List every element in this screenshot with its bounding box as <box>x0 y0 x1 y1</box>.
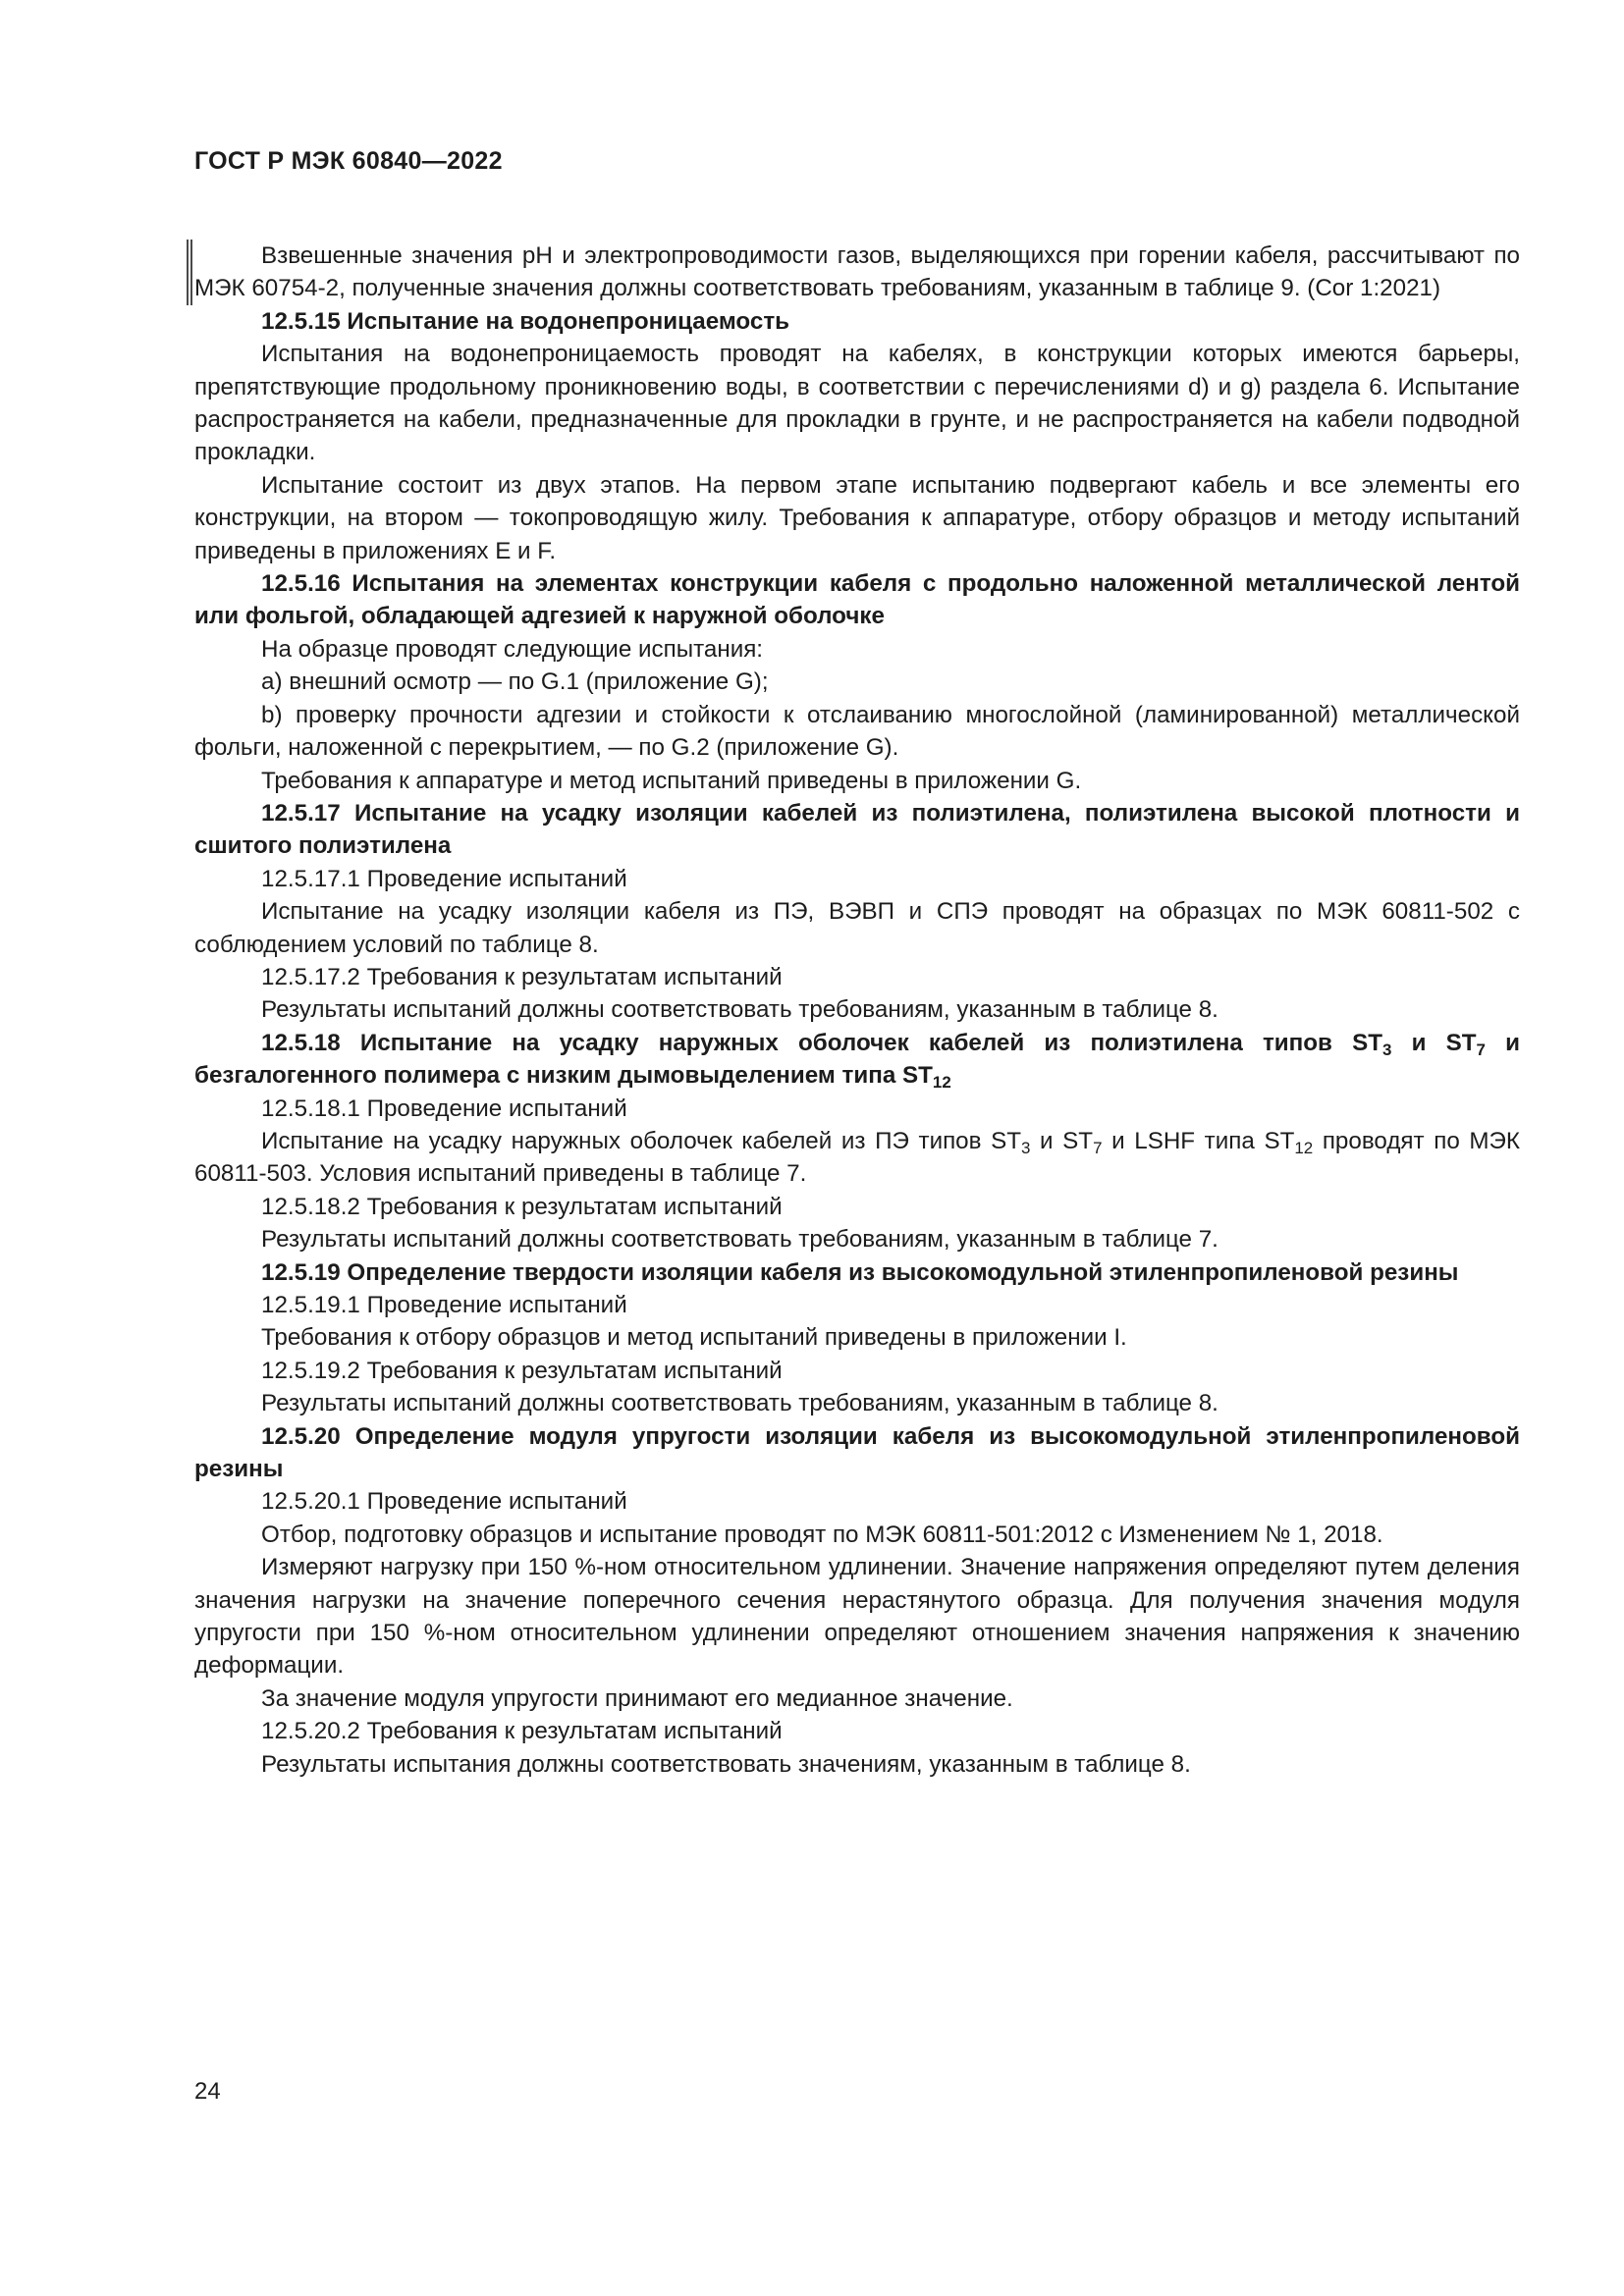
paragraph-text: и LSHF типа ST <box>1102 1127 1295 1154</box>
paragraph-text: Испытание на усадку наружных оболочек кабелей из ПЭ типов ST <box>261 1127 1021 1154</box>
paragraph: На образце проводят следующие испытания: <box>261 635 764 663</box>
page-number: 24 <box>194 2078 221 2105</box>
subscript: 3 <box>1382 1040 1392 1059</box>
section-heading-12-5-17: 12.5.17 Испытание на усадку изоляции кабелей из полиэтилена, полиэтилена высокой плотности и сшитого полиэтилена <box>194 799 1520 860</box>
list-item-b: b) проверку прочности адгезии и стойкости к отслаиванию многослойной (ламинированной) металлической фольги, наложенной с перекрытием, — по G.2 (приложение G). <box>194 701 1520 762</box>
change-bar <box>187 240 192 305</box>
paragraph: Взвешенные значения pH и электропроводимости газов, выделяющихся при горении кабеля, рассчитывают по МЭК 60754-2, полученные значения должны соответствовать требованиям, указанным в таблице 9. (Cor 1:2021) <box>194 242 1520 302</box>
paragraph: Испытания на водонепроницаемость проводят на кабелях, в конструкции которых имеются барьеры, препятствующие продольному проникновению воды, в соответствии с перечислениями d) и g) раздела 6. Испытание распространяется на кабели, предназначенные для прокладки в грунте, и не распространяется на кабели подводной прокладки. <box>194 341 1520 466</box>
paragraph: Требования к аппаратуре и метод испытаний приведены в приложении G. <box>261 767 1082 794</box>
paragraph: Требования к отбору образцов и метод испытаний приведены в приложении I. <box>261 1324 1127 1352</box>
subsection-heading: 12.5.18.2 Требования к результатам испытаний <box>261 1193 783 1220</box>
subsection-heading: 12.5.19.1 Проведение испытаний <box>261 1292 627 1318</box>
list-item-a: a) внешний осмотр — по G.1 (приложение G); <box>261 668 769 696</box>
paragraph: За значение модуля упругости принимают его медианное значение. <box>261 1684 1013 1712</box>
paragraph: Испытание на усадку изоляции кабеля из ПЭ, ВЭВП и СПЭ проводят на образцах по МЭК 60811-502 с соблюдением условий по таблице 8. <box>194 898 1520 958</box>
paragraph: Результаты испытаний должны соответствовать требованиям, указанным в таблице 7. <box>261 1226 1218 1254</box>
subscript: 12 <box>1294 1139 1314 1158</box>
paragraph <box>194 1125 1520 1191</box>
paragraph-text: и ST <box>1030 1127 1094 1154</box>
paragraph: Результаты испытаний должны соответствовать требованиям, указанным в таблице 8. <box>261 1390 1218 1417</box>
document-header: ГОСТ Р МЭК 60840—2022 <box>194 147 503 175</box>
section-heading-12-5-19: 12.5.19 Определение твердости изоляции кабеля из высокомодульной этиленпропиленовой резины <box>261 1258 1459 1286</box>
paragraph: Испытание состоит из двух этапов. На первом этапе испытанию подвергают кабель и все элементы его конструкции, на втором — токопроводящую жилу. Требования к аппаратуре, отбору образцов и методу испытаний приведены в приложениях E и F. <box>194 471 1520 564</box>
page-body <box>194 240 1520 1781</box>
subsection-heading: 12.5.17.2 Требования к результатам испытаний <box>261 963 783 990</box>
subsection-heading: 12.5.17.1 Проведение испытаний <box>261 865 627 892</box>
subscript: 3 <box>1021 1139 1031 1158</box>
paragraph: Результаты испытаний должны соответствовать требованиям, указанным в таблице 8. <box>261 996 1218 1024</box>
paragraph-text: проводят по МЭК 60811-503. Условия испытаний приведены в таблице 7. <box>194 1127 1521 1188</box>
section-heading-12-5-20: 12.5.20 Определение модуля упругости изоляции кабеля из высокомодульной этиленпропиленовой резины <box>194 1422 1520 1483</box>
paragraph: Результаты испытания должны соответствовать значениям, указанным в таблице 8. <box>261 1750 1191 1778</box>
heading-text: 12.5.18 Испытание на усадку наружных оболочек кабелей из полиэтилена типов ST <box>261 1029 1382 1056</box>
subsection-heading: 12.5.20.1 Проведение испытаний <box>261 1488 627 1516</box>
section-heading-12-5-18 <box>194 1027 1520 1093</box>
subscript: 7 <box>1476 1040 1486 1059</box>
section-heading-12-5-16: 12.5.16 Испытания на элементах конструкции кабеля с продольно наложенной металлической лентой или фольгой, обладающей адгезией к наружной оболочке <box>194 570 1520 630</box>
paragraph: Измеряют нагрузку при 150 %-ном относительном удлинении. Значение напряжения определяют путем деления значения нагрузки на значение поперечного сечения нерастянутого образца. Для получения значения модуля упругости при 150 %-ном относительном удлинении определяют отношением значения напряжения к значению деформации. <box>194 1554 1520 1680</box>
subsection-heading: 12.5.18.1 Проведение испытаний <box>261 1095 627 1122</box>
heading-text: и безгалогенного полимера с низким дымовыделением типа ST <box>194 1029 1521 1090</box>
subsection-heading: 12.5.20.2 Требования к результатам испытаний <box>261 1718 783 1745</box>
subscript: 12 <box>932 1073 951 1093</box>
section-heading-12-5-15: 12.5.15 Испытание на водонепроницаемость <box>261 307 790 335</box>
paragraph: Отбор, подготовку образцов и испытание проводят по МЭК 60811-501:2012 с Изменением № 1, 2018. <box>261 1521 1383 1548</box>
subsection-heading: 12.5.19.2 Требования к результатам испытаний <box>261 1357 783 1384</box>
amendment-block <box>194 240 1520 305</box>
heading-text: и ST <box>1391 1029 1477 1056</box>
subscript: 7 <box>1093 1139 1103 1158</box>
